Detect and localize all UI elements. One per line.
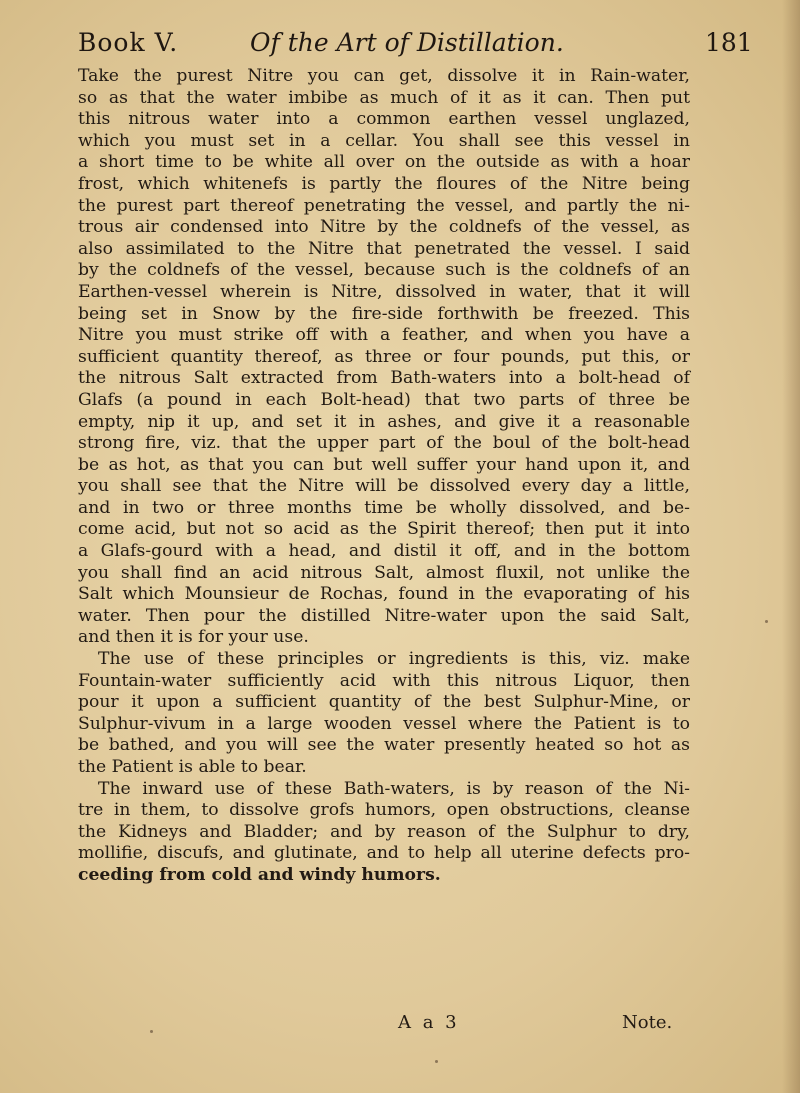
text-line: be bathed, and you will see the water presently heated so hot as xyxy=(78,735,690,756)
text-line: be as hot, as that you can but well suffer your hand upon it, and xyxy=(78,454,690,475)
paper-speck xyxy=(150,1030,153,1033)
text-line: ceeding from cold and windy humors. xyxy=(78,864,441,885)
body-text xyxy=(78,66,690,887)
text-line: water. Then pour the distilled Nitre-water upon the said Salt, xyxy=(78,605,690,626)
running-head xyxy=(78,18,790,68)
text-line: being set in Snow by the fire-side forthwith be freezed. This xyxy=(78,303,690,324)
text-line: the Kidneys and Bladder; and by reason of the Sulphur to dry, xyxy=(78,821,690,842)
text-line: pour it upon a sufficient quantity of the best Sulphur-Mine, or xyxy=(78,692,690,713)
text-line: this nitrous water into a common earthen vessel unglazed, xyxy=(78,109,690,130)
paper-speck xyxy=(435,1060,438,1063)
text-line: the Patient is able to bear. xyxy=(78,757,307,777)
text-line: and then it is for your use. xyxy=(78,627,309,648)
running-title: Of the Art of Distillation. xyxy=(250,28,564,57)
text-line: Earthen-vessel wherein is Nitre, dissolved in water, that it will xyxy=(78,281,690,302)
text-line: empty, nip it up, and set it in ashes, and give it a reasonable xyxy=(78,411,690,432)
text-line: The inward use of these Bath-waters, is by reason of the Ni- xyxy=(98,778,690,799)
text-line: sufficient quantity thereof, as three or four pounds, put this, or xyxy=(78,346,690,367)
catchword: Note. xyxy=(622,1012,673,1033)
text-line: by the coldnefs of the vessel, because such is the coldnefs of an xyxy=(78,260,690,281)
paper-speck xyxy=(765,620,768,623)
text-line: a short time to be white all over on the outside as with a hoar xyxy=(78,152,690,173)
text-line: Fountain-water sufficiently acid with this nitrous Liquor, then xyxy=(78,670,690,691)
text-line: strong fire, viz. that the upper part of the boul of the bolt-head xyxy=(78,433,690,454)
text-line: Take the purest Nitre you can get, dissolve it in Rain-water, xyxy=(78,66,690,86)
text-line: Glafs (a pound in each Bolt-head) that two parts of three be xyxy=(78,389,690,410)
text-line: a Glafs-gourd with a head, and distil it off, and in the bottom xyxy=(78,541,690,562)
text-line: The use of these principles or ingredients is this, viz. make xyxy=(98,649,690,670)
book-label: Book V. xyxy=(78,28,179,57)
text-line: mollifie, discufs, and glutinate, and to help all uterine defects pro- xyxy=(78,843,690,864)
text-line: you shall find an acid nitrous Salt, almost fluxil, not unlike the xyxy=(78,562,690,583)
text-line: Sulphur-vivum in a large wooden vessel where the Patient is to xyxy=(78,713,690,734)
text-line: also assimilated to the Nitre that penetrated the vessel. I said xyxy=(78,238,690,259)
signature-mark: A a 3 xyxy=(398,1012,460,1033)
page-edge-shadow xyxy=(782,0,800,1093)
text-line: tre in them, to dissolve grofs humors, open obstructions, cleanse xyxy=(78,800,690,821)
text-line: Nitre you must strike off with a feather, and when you have a xyxy=(78,325,690,346)
page-number: 181 xyxy=(705,28,753,57)
text-line: so as that the water imbibe as much of it as it can. Then put xyxy=(78,87,690,108)
text-line: come acid, but not so acid as the Spirit thereof; then put it into xyxy=(78,519,690,540)
text-line: the purest part thereof penetrating the vessel, and partly the ni- xyxy=(78,195,690,216)
text-line: trous air condensed into Nitre by the coldnefs of the vessel, as xyxy=(78,217,690,238)
text-line: which you must set in a cellar. You shall see this vessel in xyxy=(78,130,690,151)
text-line: and in two or three months time be wholly dissolved, and be- xyxy=(78,497,690,518)
text-line: frost, which whitenefs is partly the floures of the Nitre being xyxy=(78,173,690,194)
text-line: the nitrous Salt extracted from Bath-waters into a bolt-head of xyxy=(78,368,690,389)
text-line: you shall see that the Nitre will be dissolved every day a little, xyxy=(78,476,690,497)
text-line: Salt which Mounsieur de Rochas, found in the evaporating of his xyxy=(78,584,690,605)
